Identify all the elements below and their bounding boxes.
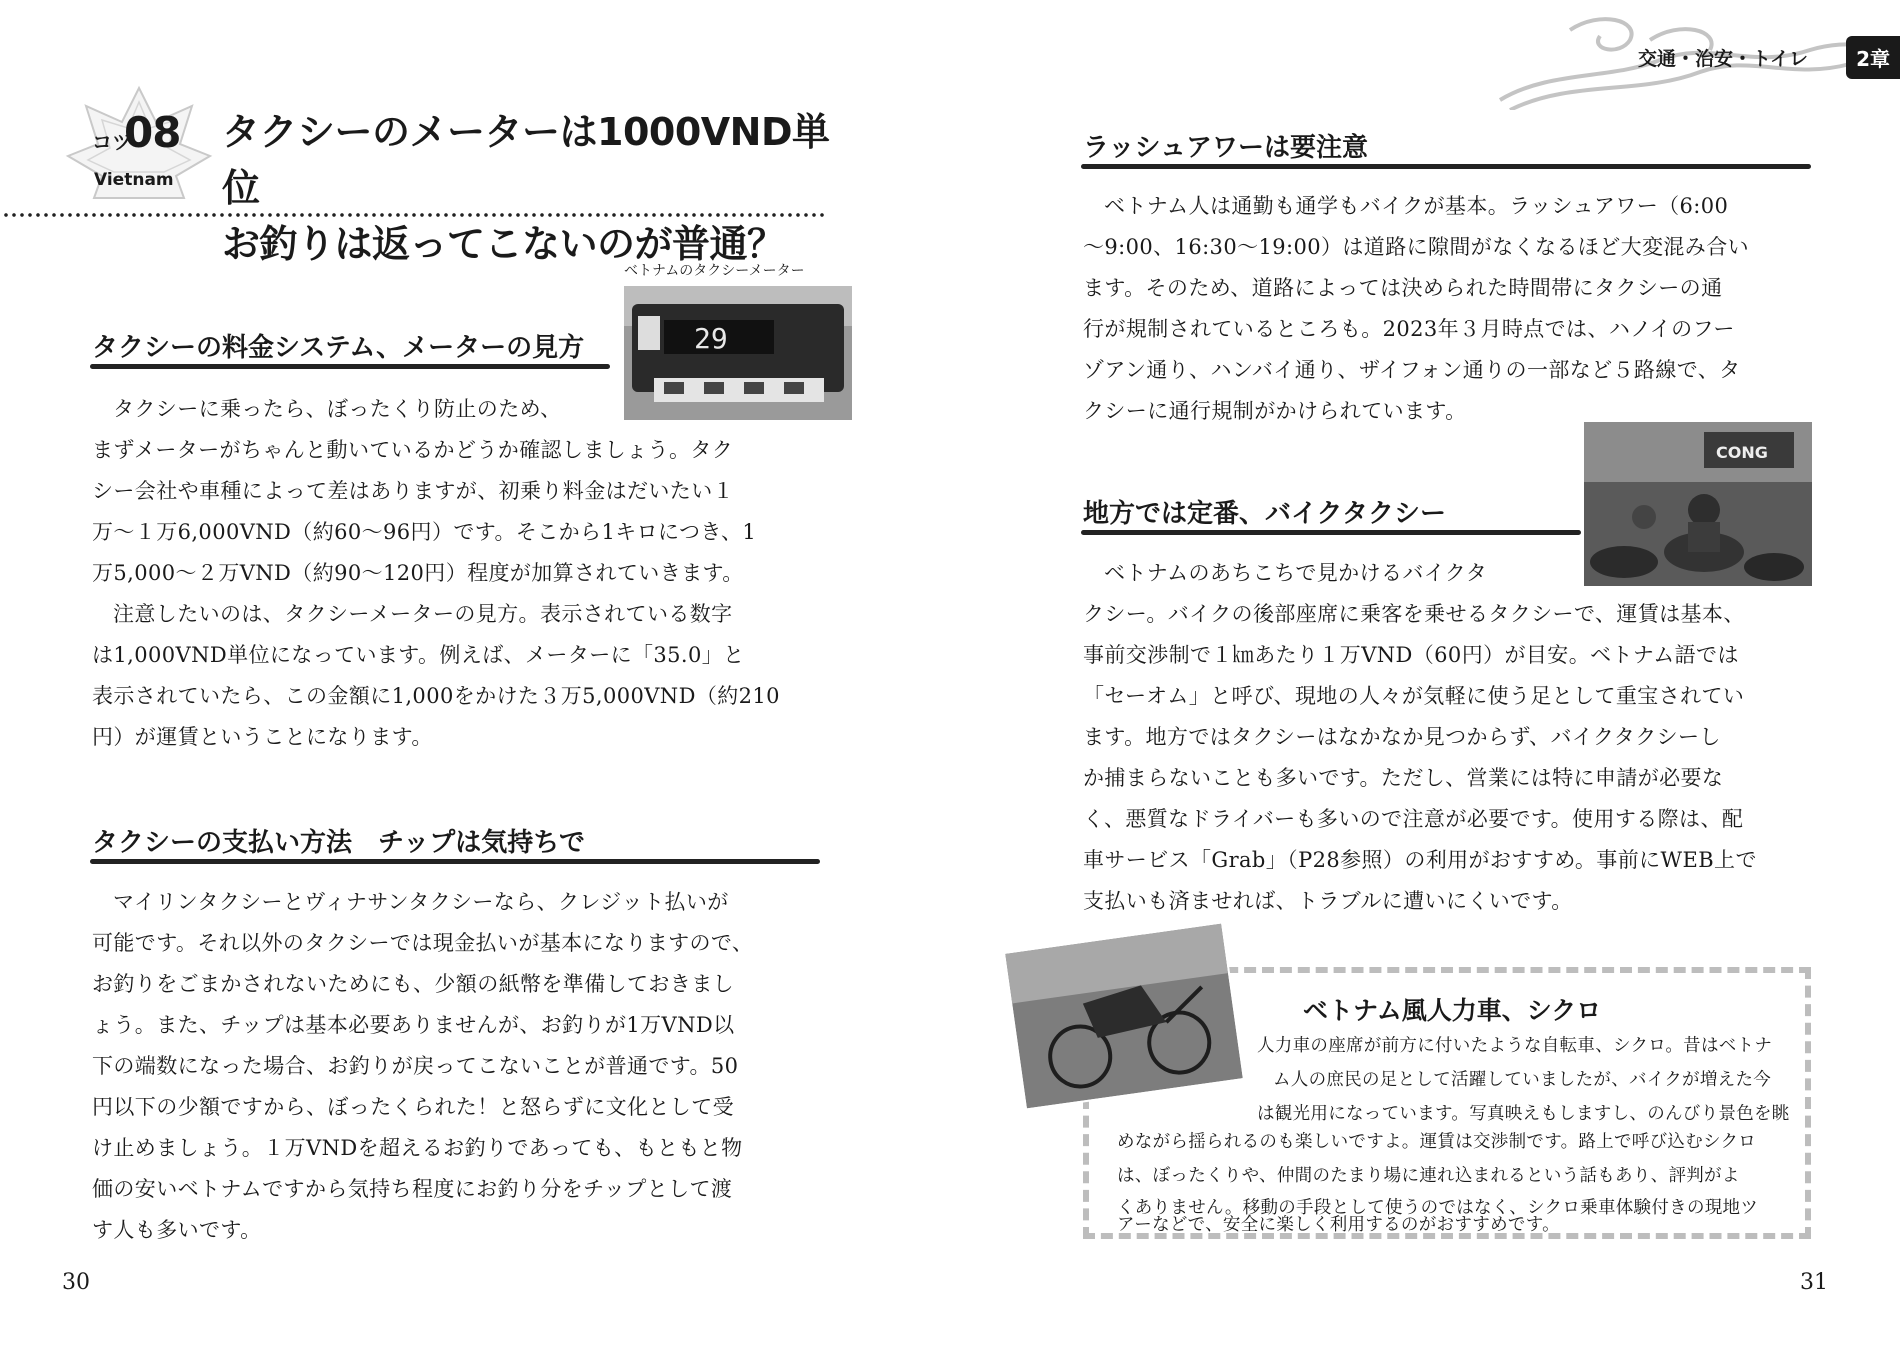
column-line: アーなどで、安全に楽しく利用するのがおすすめです。 (1117, 1215, 1560, 1235)
paragraph-line: 円）が運賃ということになります。 (92, 725, 433, 749)
title-divider (2, 212, 824, 218)
column-line: ム人の庶民の足として活躍していましたが、バイクが増えた今 (1273, 1070, 1772, 1090)
heading-underline (90, 364, 610, 369)
paragraph-line: 下の端数になった場合、お釣りが戻ってこないことが普通です。50 (92, 1054, 739, 1078)
paragraph-line: 車サービス「Grab」（P28参照）の利用がおすすめ。事前にWEB上で (1083, 848, 1757, 872)
heading-underline (1081, 164, 1811, 169)
title-line: タクシーのメーターは1000VND単位 (222, 110, 830, 210)
column-line: くありません。移動の手段として使うのではなく、シクロ乗車体験付きの現地ツ (1117, 1198, 1759, 1218)
kotsu-country: Vietnam (94, 170, 174, 190)
paragraph-line: クシーに通行規制がかけられています。 (1083, 399, 1467, 423)
column-title: ベトナム風人力車、シクロ (1303, 996, 1602, 1025)
section-heading-fare-system: タクシーの料金システム、メーターの見方 (92, 333, 585, 363)
meter-photo-caption: ベトナムのタクシーメーター (624, 263, 805, 279)
paragraph-line: ます。地方ではタクシーはなかなか見つからず、バイクタクシーし (1083, 725, 1721, 749)
section-heading-payment: タクシーの支払い方法 チップは気持ちで (92, 828, 585, 858)
paragraph-line: 「セーオム」と呼び、現地の人々が気軽に使う足として重宝されてい (1083, 684, 1745, 708)
section-heading-bike-taxi: 地方では定番、バイクタクシー (1083, 499, 1446, 529)
paragraph-line: クシー。バイクの後部座席に乗客を乗せるタクシーで、運賃は基本、 (1083, 602, 1745, 626)
paragraph-line: す人も多いです。 (92, 1218, 262, 1242)
paragraph-line: 行が規制されているところも。2023年３月時点では、ハノイのフー (1083, 317, 1735, 341)
page-number-right: 31 (1800, 1270, 1828, 1295)
paragraph-line: は1,000VND単位になっています。例えば、メーターに「35.0」と (92, 643, 745, 667)
bike-taxi-body (1083, 553, 1813, 922)
kotsu-label: コツ (92, 130, 132, 154)
paragraph-line: ます。そのため、道路によっては決められた時間帯にタクシーの通 (1083, 276, 1723, 300)
paragraph-line: 事前交渉制で１㎞あたり１万VND（60円）が目安。ベトナム語では (1083, 643, 1739, 667)
heading-underline (1081, 530, 1581, 535)
paragraph-line: 円以下の少額ですから、ぼったくられた！と怒らずに文化として受 (92, 1095, 734, 1119)
paragraph-line: ょう。また、チップは基本必要ありませんが、お釣りが1万VND以 (92, 1013, 735, 1037)
column-line: 人力車の座席が前方に付いたような自転車、シクロ。昔はベトナ (1257, 1036, 1773, 1056)
paragraph-line: ～9:00、16:30～19:00）は道路に隙間がなくなるほど大変混み合い (1083, 235, 1749, 259)
cyclo-photo (1005, 924, 1243, 1109)
chapter-tab (1455, 36, 1900, 76)
paragraph-line: ベトナム人は通勤も通学もバイクが基本。ラッシュアワー（6:00 (1104, 194, 1729, 218)
paragraph-line: タクシーに乗ったら、ぼったくり防止のため、 (113, 397, 562, 421)
street-sign-text: CONG (1716, 443, 1768, 462)
paragraph-line: マイリンタクシーとヴィナサンタクシーなら、クレジット払いが (113, 890, 729, 914)
column-line: めながら揺られるのも楽しいですよ。運賃は交渉制です。路上で呼び込むシクロ (1117, 1132, 1757, 1152)
paragraph-line: ゾアン通り、ハンバイ通り、ザイフォン通りの一部など５路線で、タ (1083, 358, 1741, 382)
paragraph-line: ベトナムのあちこちで見かけるバイクタ (1104, 561, 1488, 585)
section-heading-rush-hour: ラッシュアワーは要注意 (1083, 133, 1368, 163)
svg-text:29: 29 (694, 322, 728, 355)
kotsu-number: 08 (124, 108, 181, 157)
page-number-left: 30 (62, 1270, 90, 1295)
heading-underline (90, 859, 820, 864)
article-title (222, 104, 842, 272)
chapter-badge: 2章 (1846, 36, 1900, 79)
paragraph-line: く、悪質なドライバーも多いので注意が必要です。使用する際は、配 (1083, 807, 1744, 831)
section-label: 交通・治安・トイレ (1637, 48, 1808, 70)
paragraph-line: け止めましょう。１万VNDを超えるお釣りであっても、もともと物 (92, 1136, 743, 1160)
kotsu-badge (64, 84, 214, 202)
paragraph-line: 価の安いベトナムですから気持ち程度にお釣り分をチップとして渡 (92, 1177, 733, 1201)
fare-system-body (92, 389, 824, 758)
paragraph-line: お釣りをごまかされないためにも、少額の紙幣を準備しておきまし (92, 972, 734, 996)
paragraph-line: シー会社や車種によって差はありますが、初乗り料金はだいたい１ (92, 479, 734, 503)
paragraph-line: まずメーターがちゃんと動いているかどうか確認しましょう。タク (92, 438, 734, 462)
paragraph-line: 万～１万6,000VND（約60～96円）です。そこから1キロにつき、1 (92, 520, 757, 544)
rush-hour-body (1083, 186, 1813, 432)
paragraph-line: 注意したいのは、タクシーメーターの見方。表示されている数字 (113, 602, 733, 626)
payment-body (92, 882, 824, 1251)
paragraph-line: 支払いも済ませれば、トラブルに遭いにくいです。 (1083, 889, 1573, 913)
paragraph-line: か捕まらないことも多いです。ただし、営業には特に申請が必要な (1083, 766, 1724, 790)
column-line: は観光用になっています。写真映えもしますし、のんびり景色を眺 (1257, 1104, 1790, 1124)
paragraph-line: 可能です。それ以外のタクシーでは現金払いが基本になりますので、 (92, 931, 754, 955)
title-line: お釣りは返ってこないのが普通？ (222, 222, 785, 266)
column-line: は、ぼったくりや、仲間のたまり場に連れ込まれるという話もあり、評判がよ (1117, 1166, 1740, 1186)
paragraph-line: 表示されていたら、この金額に1,000をかけた３万5,000VND（約210 (92, 684, 780, 708)
paragraph-line: 万5,000～２万VND（約90～120円）程度が加算されていきます。 (92, 561, 744, 585)
